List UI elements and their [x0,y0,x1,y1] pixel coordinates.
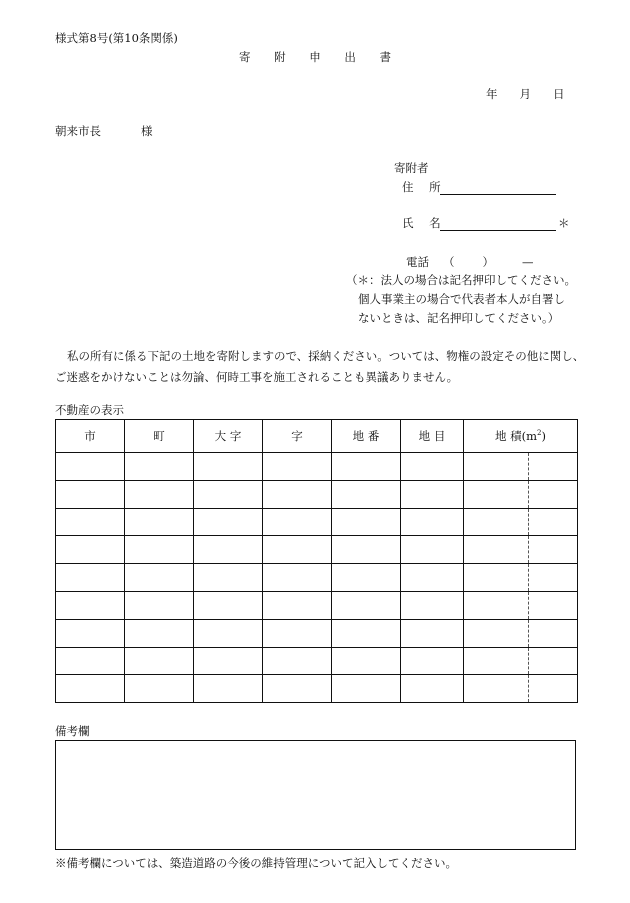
phone-label: 電話 [406,255,429,269]
cell-town[interactable] [125,647,194,675]
cell-area-decimal[interactable] [529,564,578,592]
cell-area-decimal[interactable] [529,536,578,564]
table-row [56,480,578,508]
cell-aza[interactable] [263,508,332,536]
cell-town[interactable] [125,480,194,508]
name-row [402,215,570,231]
cell-area-decimal[interactable] [529,619,578,647]
cell-area-decimal[interactable] [529,480,578,508]
phone-area-code-field[interactable] [455,254,483,266]
cell-oaza[interactable] [194,536,263,564]
table-row [56,675,578,703]
cell-land-category[interactable] [401,675,464,703]
cell-area-integer[interactable] [464,480,529,508]
cell-lot-number[interactable] [332,453,401,481]
note-line-3: ないときは、記名押印してください。） [358,311,560,325]
cell-aza[interactable] [263,453,332,481]
cell-city[interactable] [56,564,125,592]
form-number: 様式第8号(第10条関係) [55,31,178,45]
cell-aza[interactable] [263,591,332,619]
header-lot-number: 地 番 [332,420,401,453]
table-row [56,591,578,619]
cell-area-decimal[interactable] [529,675,578,703]
table-row [56,564,578,592]
header-city: 市 [56,420,125,453]
land-table [55,419,578,703]
land-table-body [56,453,578,703]
table-row [56,508,578,536]
cell-area-decimal[interactable] [529,647,578,675]
addressee-honorific: 様 [141,124,153,138]
cell-lot-number[interactable] [332,536,401,564]
cell-oaza[interactable] [194,453,263,481]
cell-land-category[interactable] [401,508,464,536]
phone-row [406,254,534,270]
cell-land-category[interactable] [401,480,464,508]
header-area: 地 積$(m^2)$ [464,420,578,453]
cell-city[interactable] [56,619,125,647]
form-title: 寄 附 申 出 書 [238,50,402,64]
cell-oaza[interactable] [194,619,263,647]
cell-city[interactable] [56,508,125,536]
name-label: 氏 名 [402,216,447,230]
cell-area-integer[interactable] [464,647,529,675]
cell-land-category[interactable] [401,647,464,675]
table-row [56,619,578,647]
area-unit: $m^2$ [526,429,542,443]
cell-town[interactable] [125,619,194,647]
cell-oaza[interactable] [194,675,263,703]
body-text [55,346,585,388]
donor-label: 寄附者 [394,161,429,175]
cell-lot-number[interactable] [332,647,401,675]
cell-lot-number[interactable] [332,480,401,508]
cell-area-integer[interactable] [464,591,529,619]
date-day-label: 日 [553,87,565,101]
table-row [56,536,578,564]
cell-area-integer[interactable] [464,564,529,592]
date-line [486,86,565,102]
date-year-label: 年 [486,87,498,101]
phone-open-paren: （ [443,255,455,269]
phone-dash: — [522,255,534,269]
address-field[interactable] [440,182,556,195]
cell-area-decimal[interactable] [529,453,578,481]
cell-lot-number[interactable] [332,591,401,619]
cell-city[interactable] [56,647,125,675]
header-oaza: 大 字 [194,420,263,453]
cell-area-integer[interactable] [464,675,529,703]
note-line-2: 個人事業主の場合で代表者本人が自署し [358,292,565,306]
address-label: 住 所 [402,180,447,194]
remarks-box[interactable] [55,740,576,850]
cell-aza[interactable] [263,564,332,592]
cell-city[interactable] [56,480,125,508]
cell-oaza[interactable] [194,564,263,592]
phone-close-paren: ） [482,255,494,269]
cell-lot-number[interactable] [332,675,401,703]
cell-aza[interactable] [263,647,332,675]
cell-land-category[interactable] [401,536,464,564]
cell-area-integer[interactable] [464,619,529,647]
cell-lot-number[interactable] [332,564,401,592]
cell-land-category[interactable] [401,453,464,481]
cell-town[interactable] [125,508,194,536]
table-row [56,453,578,481]
cell-area-integer[interactable] [464,508,529,536]
cell-town[interactable] [125,675,194,703]
table-row [56,647,578,675]
cell-town[interactable] [125,591,194,619]
cell-city[interactable] [56,591,125,619]
cell-land-category[interactable] [401,591,464,619]
name-mark: ＊ [558,216,570,230]
cell-land-category[interactable] [401,619,464,647]
cell-city[interactable] [56,675,125,703]
cell-lot-number[interactable] [332,619,401,647]
name-field[interactable] [440,218,556,231]
addressee [55,123,153,139]
body-text-content: 私の所有に係る下記の土地を寄附しますので、採納ください。ついては、物権の設定その他に関し、ご迷惑をかけないことは勿論、何時工事を施工されることも異議ありません。 [55,349,585,384]
header-town: 町 [125,420,194,453]
cell-city[interactable] [56,453,125,481]
cell-town[interactable] [125,453,194,481]
cell-aza[interactable] [263,480,332,508]
cell-area-integer[interactable] [464,536,529,564]
cell-lot-number[interactable] [332,508,401,536]
cell-area-integer[interactable] [464,453,529,481]
land-table-header-row [56,420,578,453]
cell-oaza[interactable] [194,480,263,508]
cell-city[interactable] [56,536,125,564]
land-table-caption: 不動産の表示 [55,403,124,417]
header-land-category: 地 目 [401,420,464,453]
header-aza: 字 [263,420,332,453]
note-line-1: （＊：法人の場合は記名押印してください。 [346,273,576,287]
cell-town[interactable] [125,536,194,564]
remarks-label: 備考欄 [55,724,90,738]
date-month-label: 月 [519,87,531,101]
cell-aza[interactable] [263,675,332,703]
cell-area-decimal[interactable] [529,591,578,619]
cell-aza[interactable] [263,619,332,647]
cell-oaza[interactable] [194,591,263,619]
cell-town[interactable] [125,564,194,592]
cell-area-decimal[interactable] [529,508,578,536]
cell-oaza[interactable] [194,647,263,675]
cell-oaza[interactable] [194,508,263,536]
cell-aza[interactable] [263,536,332,564]
addressee-name: 朝来市長 [55,124,101,138]
cell-land-category[interactable] [401,564,464,592]
address-row [402,179,556,195]
remarks-footnote: ※備考欄については、築造道路の今後の維持管理について記入してください。 [55,856,458,870]
